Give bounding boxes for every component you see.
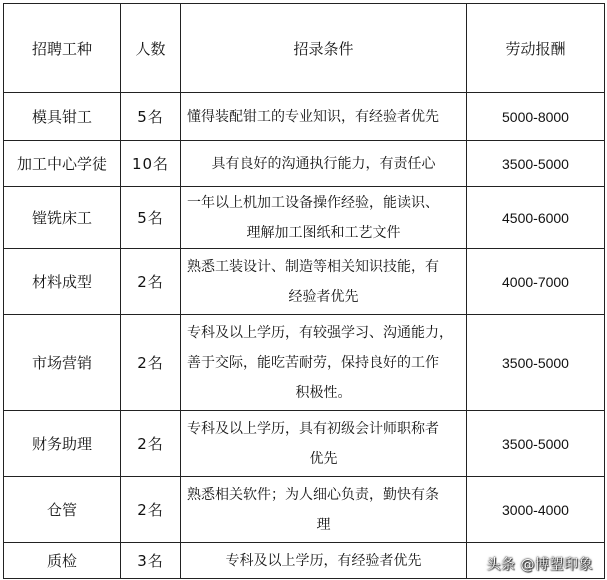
requirement-line: 具有良好的沟通执行能力，有责任心 [211, 155, 436, 172]
requirement-line: 优先 [309, 450, 338, 467]
header-requirements: 招录条件 [181, 4, 467, 93]
job-type: 市场营销 [4, 315, 121, 411]
headcount: 2名 [121, 249, 181, 315]
headcount: 5名 [121, 93, 181, 141]
table-row [4, 141, 605, 187]
requirements [181, 93, 467, 141]
header-pay: 劳动报酬 [467, 4, 605, 93]
table-row [4, 187, 605, 249]
requirement-line: 理 [316, 516, 331, 533]
headcount: 5名 [121, 187, 181, 249]
headcount: 2名 [121, 315, 181, 411]
requirement-line: 积极性。 [295, 384, 352, 401]
table-header-row [4, 4, 605, 93]
table-row [4, 315, 605, 411]
requirements [181, 315, 467, 411]
table-row [4, 411, 605, 477]
headcount: 2名 [121, 411, 181, 477]
requirement-line: 专科及以上学历，具有初级会计师职称者 [187, 420, 439, 437]
job-type: 加工中心学徒 [4, 141, 121, 187]
job-type: 质检 [4, 543, 121, 579]
table-row [4, 93, 605, 141]
requirement-line: 专科及以上学历，有经验者优先 [225, 552, 422, 569]
pay-range: 4000-7000 [467, 249, 605, 315]
pay-range: 3500-5000 [467, 411, 605, 477]
watermark: 头条 @博望印象 [486, 557, 593, 573]
job-type: 仓管 [4, 477, 121, 543]
requirements [181, 141, 467, 187]
pay-range: 3000-4000 [467, 477, 605, 543]
headcount: 10名 [121, 141, 181, 187]
headcount: 3名 [121, 543, 181, 579]
job-type: 财务助理 [4, 411, 121, 477]
requirement-line: 理解加工图纸和工艺文件 [246, 224, 401, 241]
requirement-line: 专科及以上学历，有较强学习、沟通能力， [187, 324, 453, 341]
requirement-line: 经验者优先 [288, 288, 359, 305]
pay-range: 4500-6000 [467, 187, 605, 249]
job-type: 模具钳工 [4, 93, 121, 141]
requirements [181, 411, 467, 477]
header-count: 人数 [121, 4, 181, 93]
header-job-type: 招聘工种 [4, 4, 121, 93]
pay-range: 5000-8000 [467, 93, 605, 141]
requirement-line: 熟悉相关软件；为人细心负责，勤快有条 [187, 486, 439, 503]
table-row [4, 249, 605, 315]
recruitment-table [3, 3, 605, 579]
requirement-line: 懂得装配钳工的专业知识，有经验者优先 [187, 108, 439, 125]
headcount: 2名 [121, 477, 181, 543]
table-row [4, 477, 605, 543]
job-type: 镗铣床工 [4, 187, 121, 249]
pay-range: 3500-5000 [467, 141, 605, 187]
requirements [181, 477, 467, 543]
requirement-line: 一年以上机加工设备操作经验，能读识、 [187, 194, 439, 211]
requirements [181, 543, 467, 579]
pay-range: 3500-5000 [467, 315, 605, 411]
requirements [181, 249, 467, 315]
requirements [181, 187, 467, 249]
job-type: 材料成型 [4, 249, 121, 315]
requirement-line: 熟悉工装设计、制造等相关知识技能，有 [187, 258, 439, 275]
requirement-line: 善于交际，能吃苦耐劳，保持良好的工作 [187, 354, 439, 371]
